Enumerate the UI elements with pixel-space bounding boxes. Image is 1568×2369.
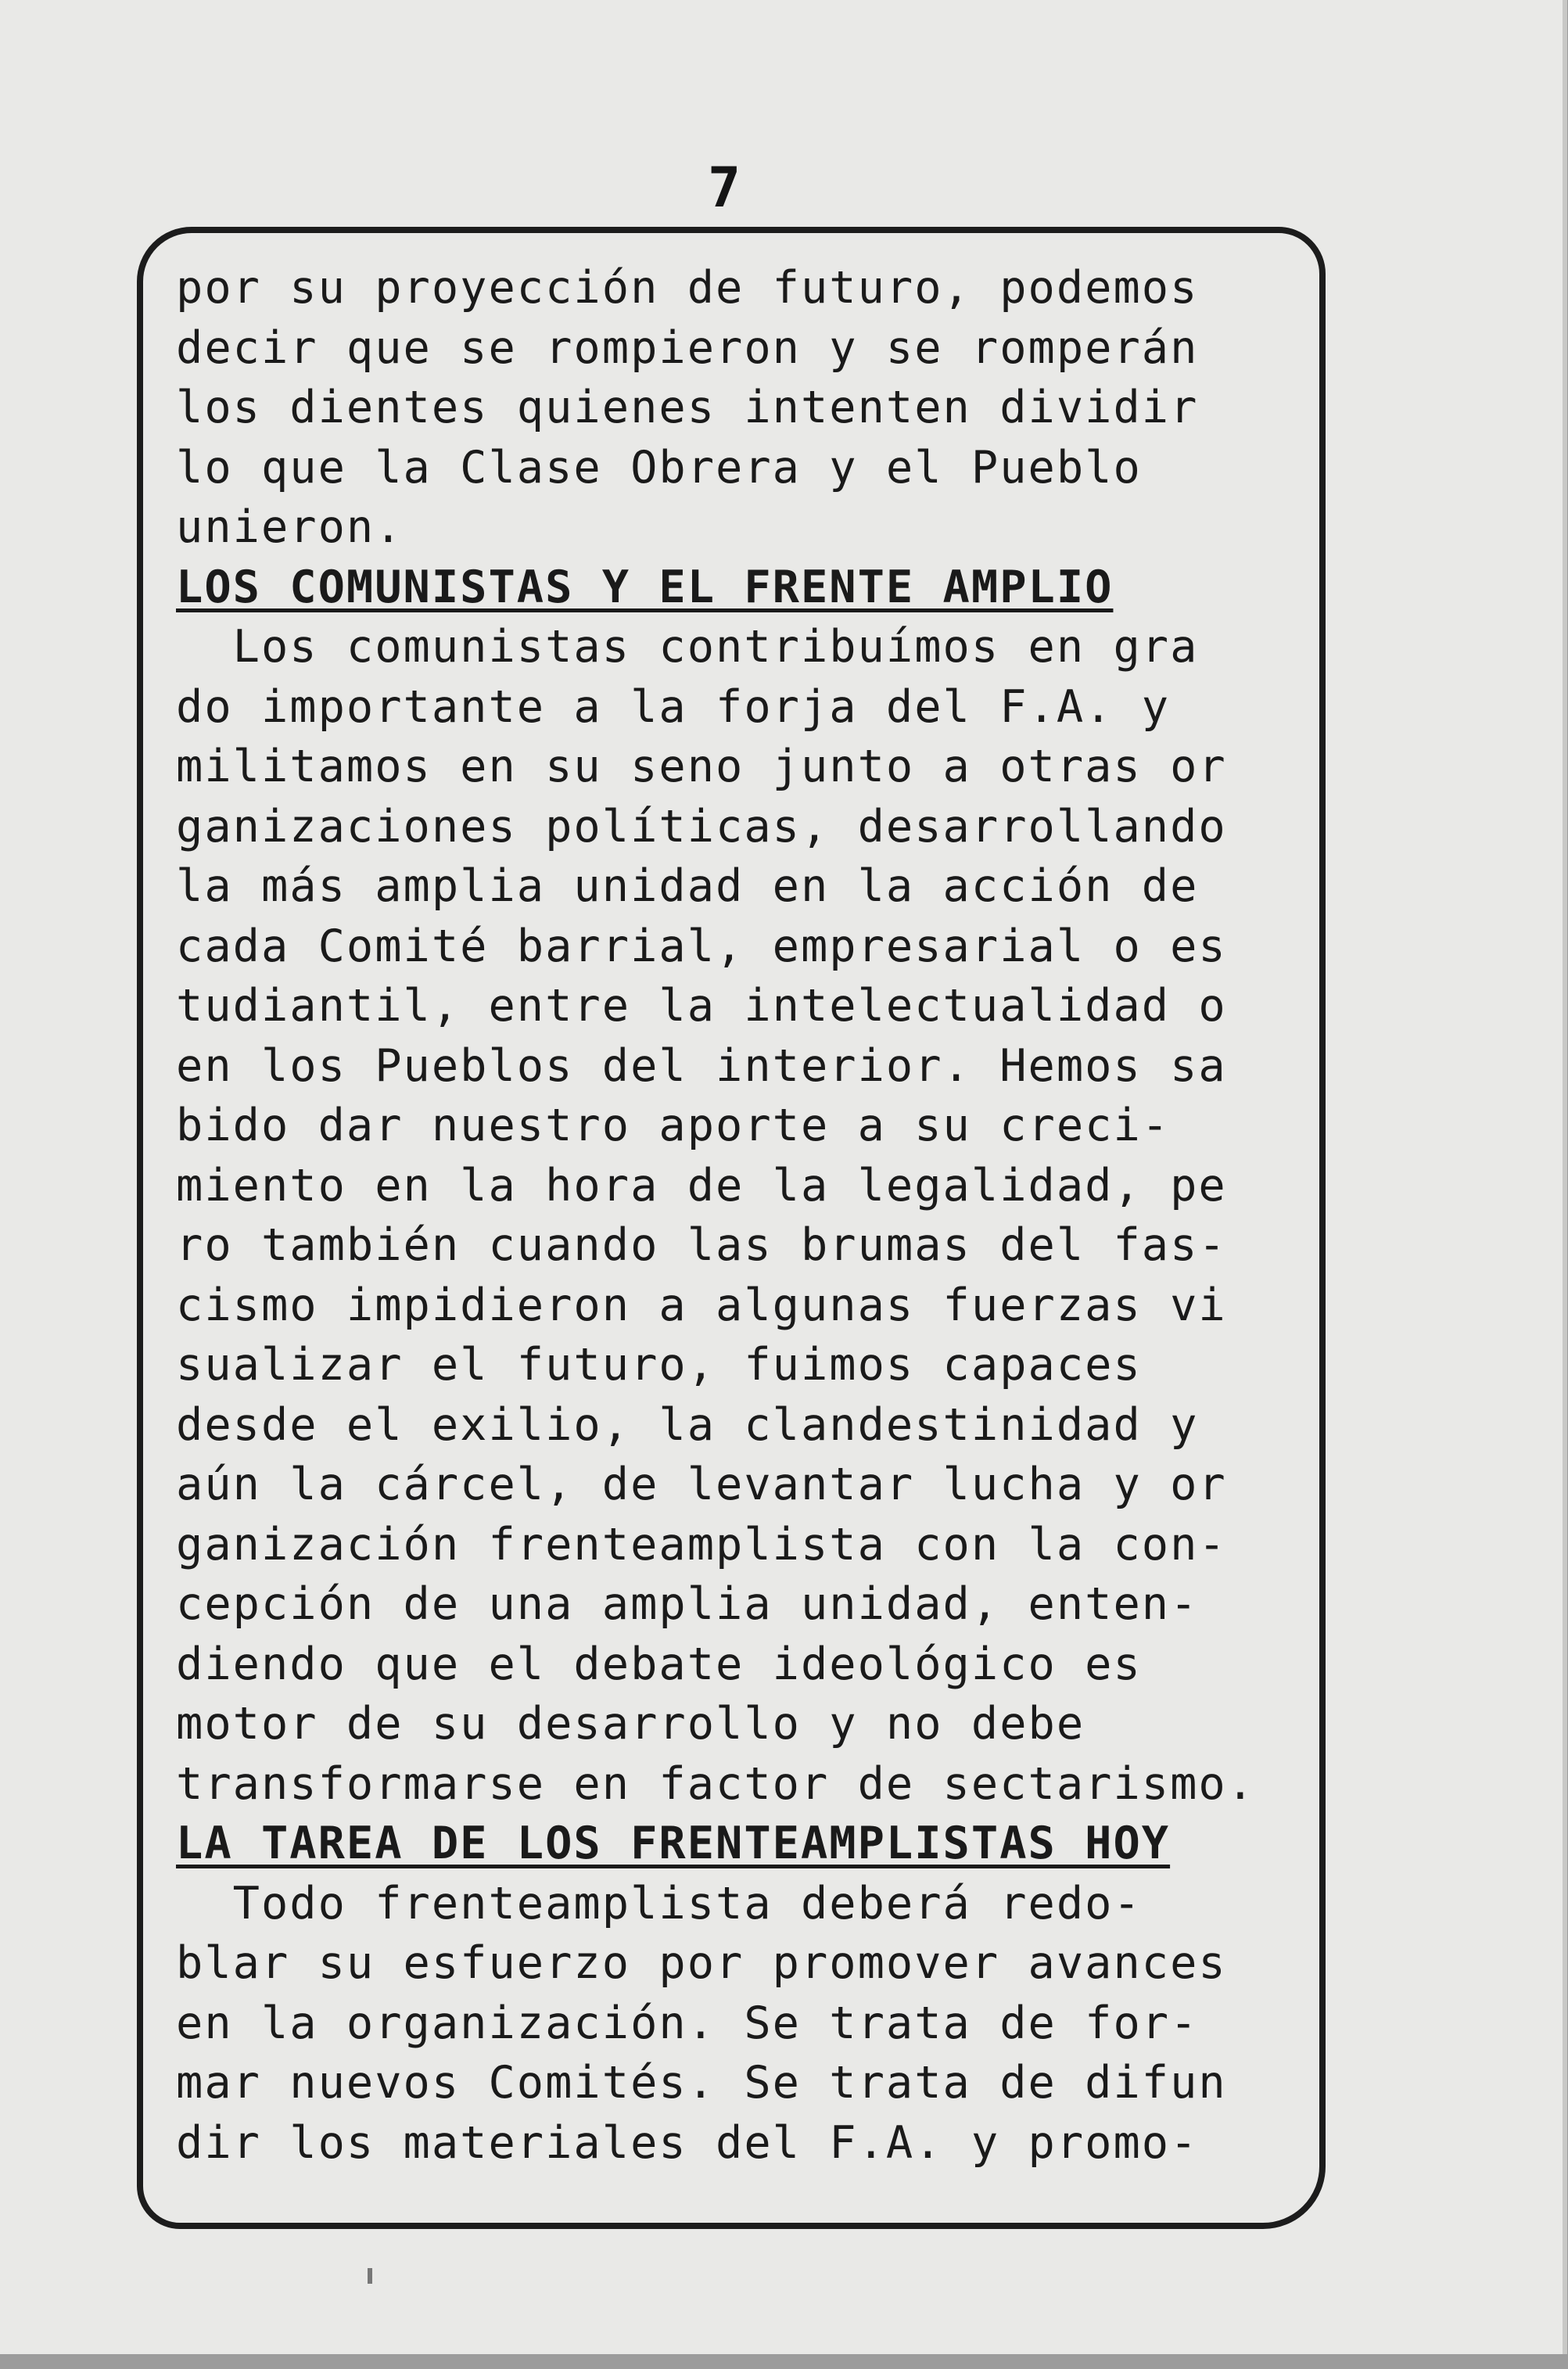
text-line: militamos en su seno junto a otras or (176, 741, 1227, 792)
text-line: dir los materiales del F.A. y promo- (176, 2116, 1199, 2169)
text-line: tudiantil, entre la intelectualidad o (176, 980, 1227, 1032)
text-line: lo que la Clase Obrera y el Pueblo (176, 441, 1142, 494)
text-line: la más amplia unidad en la acción de (176, 860, 1199, 912)
text-line: desde el exilio, la clandestinidad y (176, 1398, 1199, 1451)
text-line: bido dar nuestro aporte a su creci- (176, 1100, 1171, 1151)
text-line: ganización frenteamplista con la con- (176, 1518, 1227, 1570)
text-line: cepción de una amplia unidad, enten- (176, 1578, 1199, 1630)
text-line: aún la cárcel, de levantar lucha y or (176, 1459, 1227, 1510)
text-line: cada Comité barrial, empresarial o es (176, 920, 1227, 972)
text-line: decir que se rompieron y se romperán (176, 321, 1199, 374)
page-number: 7 (708, 156, 741, 220)
text-line: cismo impidieron a algunas fuerzas vi (176, 1279, 1227, 1331)
text-line: blar su esfuerzo por promover avances (176, 1937, 1227, 1989)
ink-mark (368, 2268, 372, 2284)
text-line: Los comunistas contribuímos en gra (176, 621, 1199, 673)
typed-text-body (176, 258, 1333, 2173)
text-line: en la organización. Se trata de for- (176, 1997, 1199, 2049)
text-line: miento en la hora de la legalidad, pe (176, 1159, 1227, 1211)
text-line: motor de su desarrollo y no debe (176, 1698, 1085, 1750)
text-line: transformarse en factor de sectarismo. (176, 1757, 1256, 1810)
text-line: do importante a la forja del F.A. y (176, 680, 1171, 733)
text-line: unieron. (176, 501, 404, 553)
text-line: ro también cuando las brumas del fas- (176, 1219, 1227, 1271)
section-heading-tarea: LA TAREA DE LOS FRENTEAMPLISTAS HOY (176, 1818, 1171, 1869)
text-line: por su proyección de futuro, podemos (176, 262, 1199, 314)
text-line: los dientes quienes intenten dividir (176, 382, 1199, 433)
text-line: sualizar el futuro, fuimos capaces (176, 1339, 1142, 1391)
text-line: en los Pueblos del interior. Hemos sa (176, 1039, 1227, 1092)
text-line: Todo frenteamplista deberá redo- (176, 1877, 1142, 1929)
text-line: diendo que el debate ideológico es (176, 1638, 1142, 1690)
section-heading-comunistas: LOS COMUNISTAS Y EL FRENTE AMPLIO (176, 561, 1114, 613)
text-line: ganizaciones políticas, desarrollando (176, 800, 1227, 852)
text-line: mar nuevos Comités. Se trata de difun (176, 2057, 1227, 2109)
